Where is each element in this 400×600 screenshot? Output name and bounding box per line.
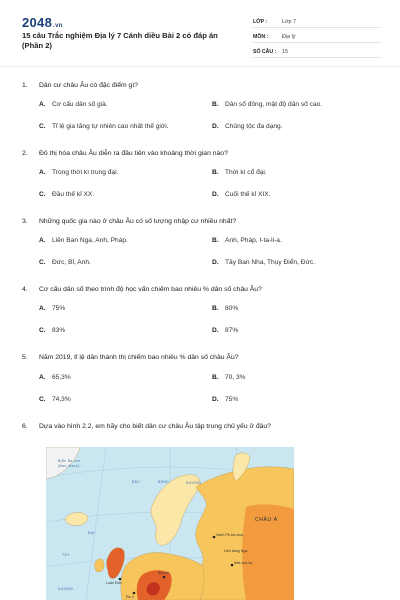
answer-option[interactable] [212,191,270,198]
answer-option[interactable] [39,101,108,108]
option-text: Trong thời kì trung đại. [52,169,119,176]
europe-population-map [46,447,294,600]
map-label-city: Luân Đôn [106,581,122,585]
meta-value: Địa lý [282,34,296,40]
map-label-city: Mát-xcơ-va [234,561,253,565]
option-letter: A. [39,374,46,381]
map-label-sea: Biển Ba-ren [58,459,81,463]
question-text: Những quốc gia nào ở châu Âu có số lượng nhập cư nhiều nhất? [39,218,237,225]
question-stem [22,150,228,157]
question-text: Dân cư châu Âu có đặc điểm gì? [39,82,139,89]
answer-option[interactable] [39,374,71,381]
question-number: 5. [22,354,28,361]
option-text: Thời kì cổ đại. [225,169,267,176]
question-text: Đô thị hóa châu Âu diễn ra đầu tiên vào khoảng thời gian nào? [39,150,228,157]
answer-option[interactable] [212,374,246,381]
question-stem [22,82,138,89]
answer-option[interactable] [39,237,128,244]
map-label-ocean: TÂY [62,553,70,557]
map-label-city: Pa-ri [126,595,134,599]
option-letter: D. [212,327,219,334]
option-text: 74,3% [52,396,71,403]
map-label-ocean: BĂNG [158,480,170,484]
answer-option[interactable] [212,305,238,312]
meta-row-count [253,44,381,58]
option-letter: B. [212,101,219,108]
map-label-ocean: BẮC [132,480,141,484]
option-text: 75% [52,305,66,312]
map-label-ocean: DƯƠNG [58,587,74,591]
site-logo[interactable] [22,15,63,30]
question-number: 4. [22,286,28,293]
option-text: Cuối thế kỉ XIX. [225,191,271,198]
answer-option[interactable] [39,191,94,198]
map-label-city: Xanh Pê-téc-bua [216,533,243,537]
option-letter: A. [39,169,46,176]
question-text: Dựa vào hình 2.2, em hãy cho biết dân cư châu Âu tập trung chủ yếu ở đâu? [39,423,271,430]
document-title: 15 câu Trắc nghiệm Địa lý 7 Cánh diều Bài 2 có đáp án (Phần 2) [22,31,218,50]
option-text: 83% [52,327,66,334]
map-graphic [46,447,294,600]
meta-label: LỚP : [253,19,268,25]
meta-panel [253,14,381,58]
map-land-ireland [95,559,105,572]
answer-option[interactable] [39,259,91,266]
option-letter: C. [39,191,46,198]
question-number: 2. [22,150,28,157]
answer-option[interactable] [39,327,65,334]
question-text: Năm 2019, tỉ lệ dân thành thị chiếm bao nhiêu % dân số châu Âu? [39,354,239,361]
option-letter: A. [39,237,46,244]
question-text: Cơ cấu dân số theo trình độ học vấn chiếm bao nhiêu % dân số châu Âu? [39,286,262,293]
option-letter: B. [212,169,219,176]
option-letter: B. [212,237,219,244]
option-letter: D. [212,396,219,403]
question-stem [22,354,239,361]
option-letter: C. [39,259,46,266]
option-text: Cơ cấu dân số già. [52,101,108,108]
map-label-ocean: DƯƠNG [186,481,202,485]
answer-option[interactable] [212,327,238,334]
option-text: 87% [225,327,239,334]
question-stem [22,286,262,293]
option-text: 80% [225,305,239,312]
option-letter: C. [39,123,46,130]
answer-option[interactable] [212,396,238,403]
map-label-ocean: ĐẠI [88,531,95,535]
option-letter: A. [39,101,46,108]
map-label-city: Béc-lin [158,571,169,575]
option-text: Chủng tộc đa dạng. [225,123,283,130]
option-text: Liên Ban Nga, Anh, Pháp. [52,237,128,244]
answer-option[interactable] [212,123,283,130]
option-letter: C. [39,396,46,403]
answer-option[interactable] [39,305,65,312]
meta-row-subject [253,29,381,43]
map-label-country: Liên bang Nga [224,549,248,553]
answer-option[interactable] [212,237,282,244]
option-text: 70, 3% [225,374,246,381]
meta-label: SỐ CÂU : [253,49,277,55]
meta-label: MÔN : [253,34,269,40]
option-letter: B. [212,305,219,312]
question-number: 3. [22,218,28,225]
answer-option[interactable] [212,169,267,176]
option-text: Đức, Bỉ, Anh. [52,259,91,266]
question-number: 6. [22,423,28,430]
option-letter: D. [212,191,219,198]
meta-value: Lớp 7 [282,19,297,25]
question-stem [22,423,271,430]
logo-text: 2048 [22,15,53,30]
answer-option[interactable] [212,101,322,108]
option-letter: B. [212,374,219,381]
option-letter: A. [39,305,46,312]
option-text: Tỉ lệ gia tăng tự nhiên cao nhất thế giới. [52,123,169,130]
meta-row-class [253,14,381,28]
option-text: 75% [225,396,239,403]
option-text: Anh, Pháp, I-ta-li-a. [225,237,282,244]
header-divider [0,66,400,67]
answer-option[interactable] [39,169,118,176]
question-number: 1. [22,82,28,89]
map-label-sea: (Ban-Mach) [58,464,80,468]
option-text: 65,3% [52,374,71,381]
answer-option[interactable] [212,259,315,266]
answer-option[interactable] [39,123,169,130]
option-letter: D. [212,259,219,266]
option-letter: D. [212,123,219,130]
option-text: Đầu thế kỉ XX. [52,191,95,198]
option-text: Dân số đông, mật độ dân số cao. [225,101,323,108]
map-label-continent: CHÂU Á [255,517,278,523]
option-letter: C. [39,327,46,334]
answer-option[interactable] [39,396,71,403]
option-text: Tây Ban Nha, Thụy Điển, Đức. [225,259,316,266]
logo-suffix: .vn [53,23,63,29]
question-stem [22,218,236,225]
meta-value: 15 [282,49,288,55]
